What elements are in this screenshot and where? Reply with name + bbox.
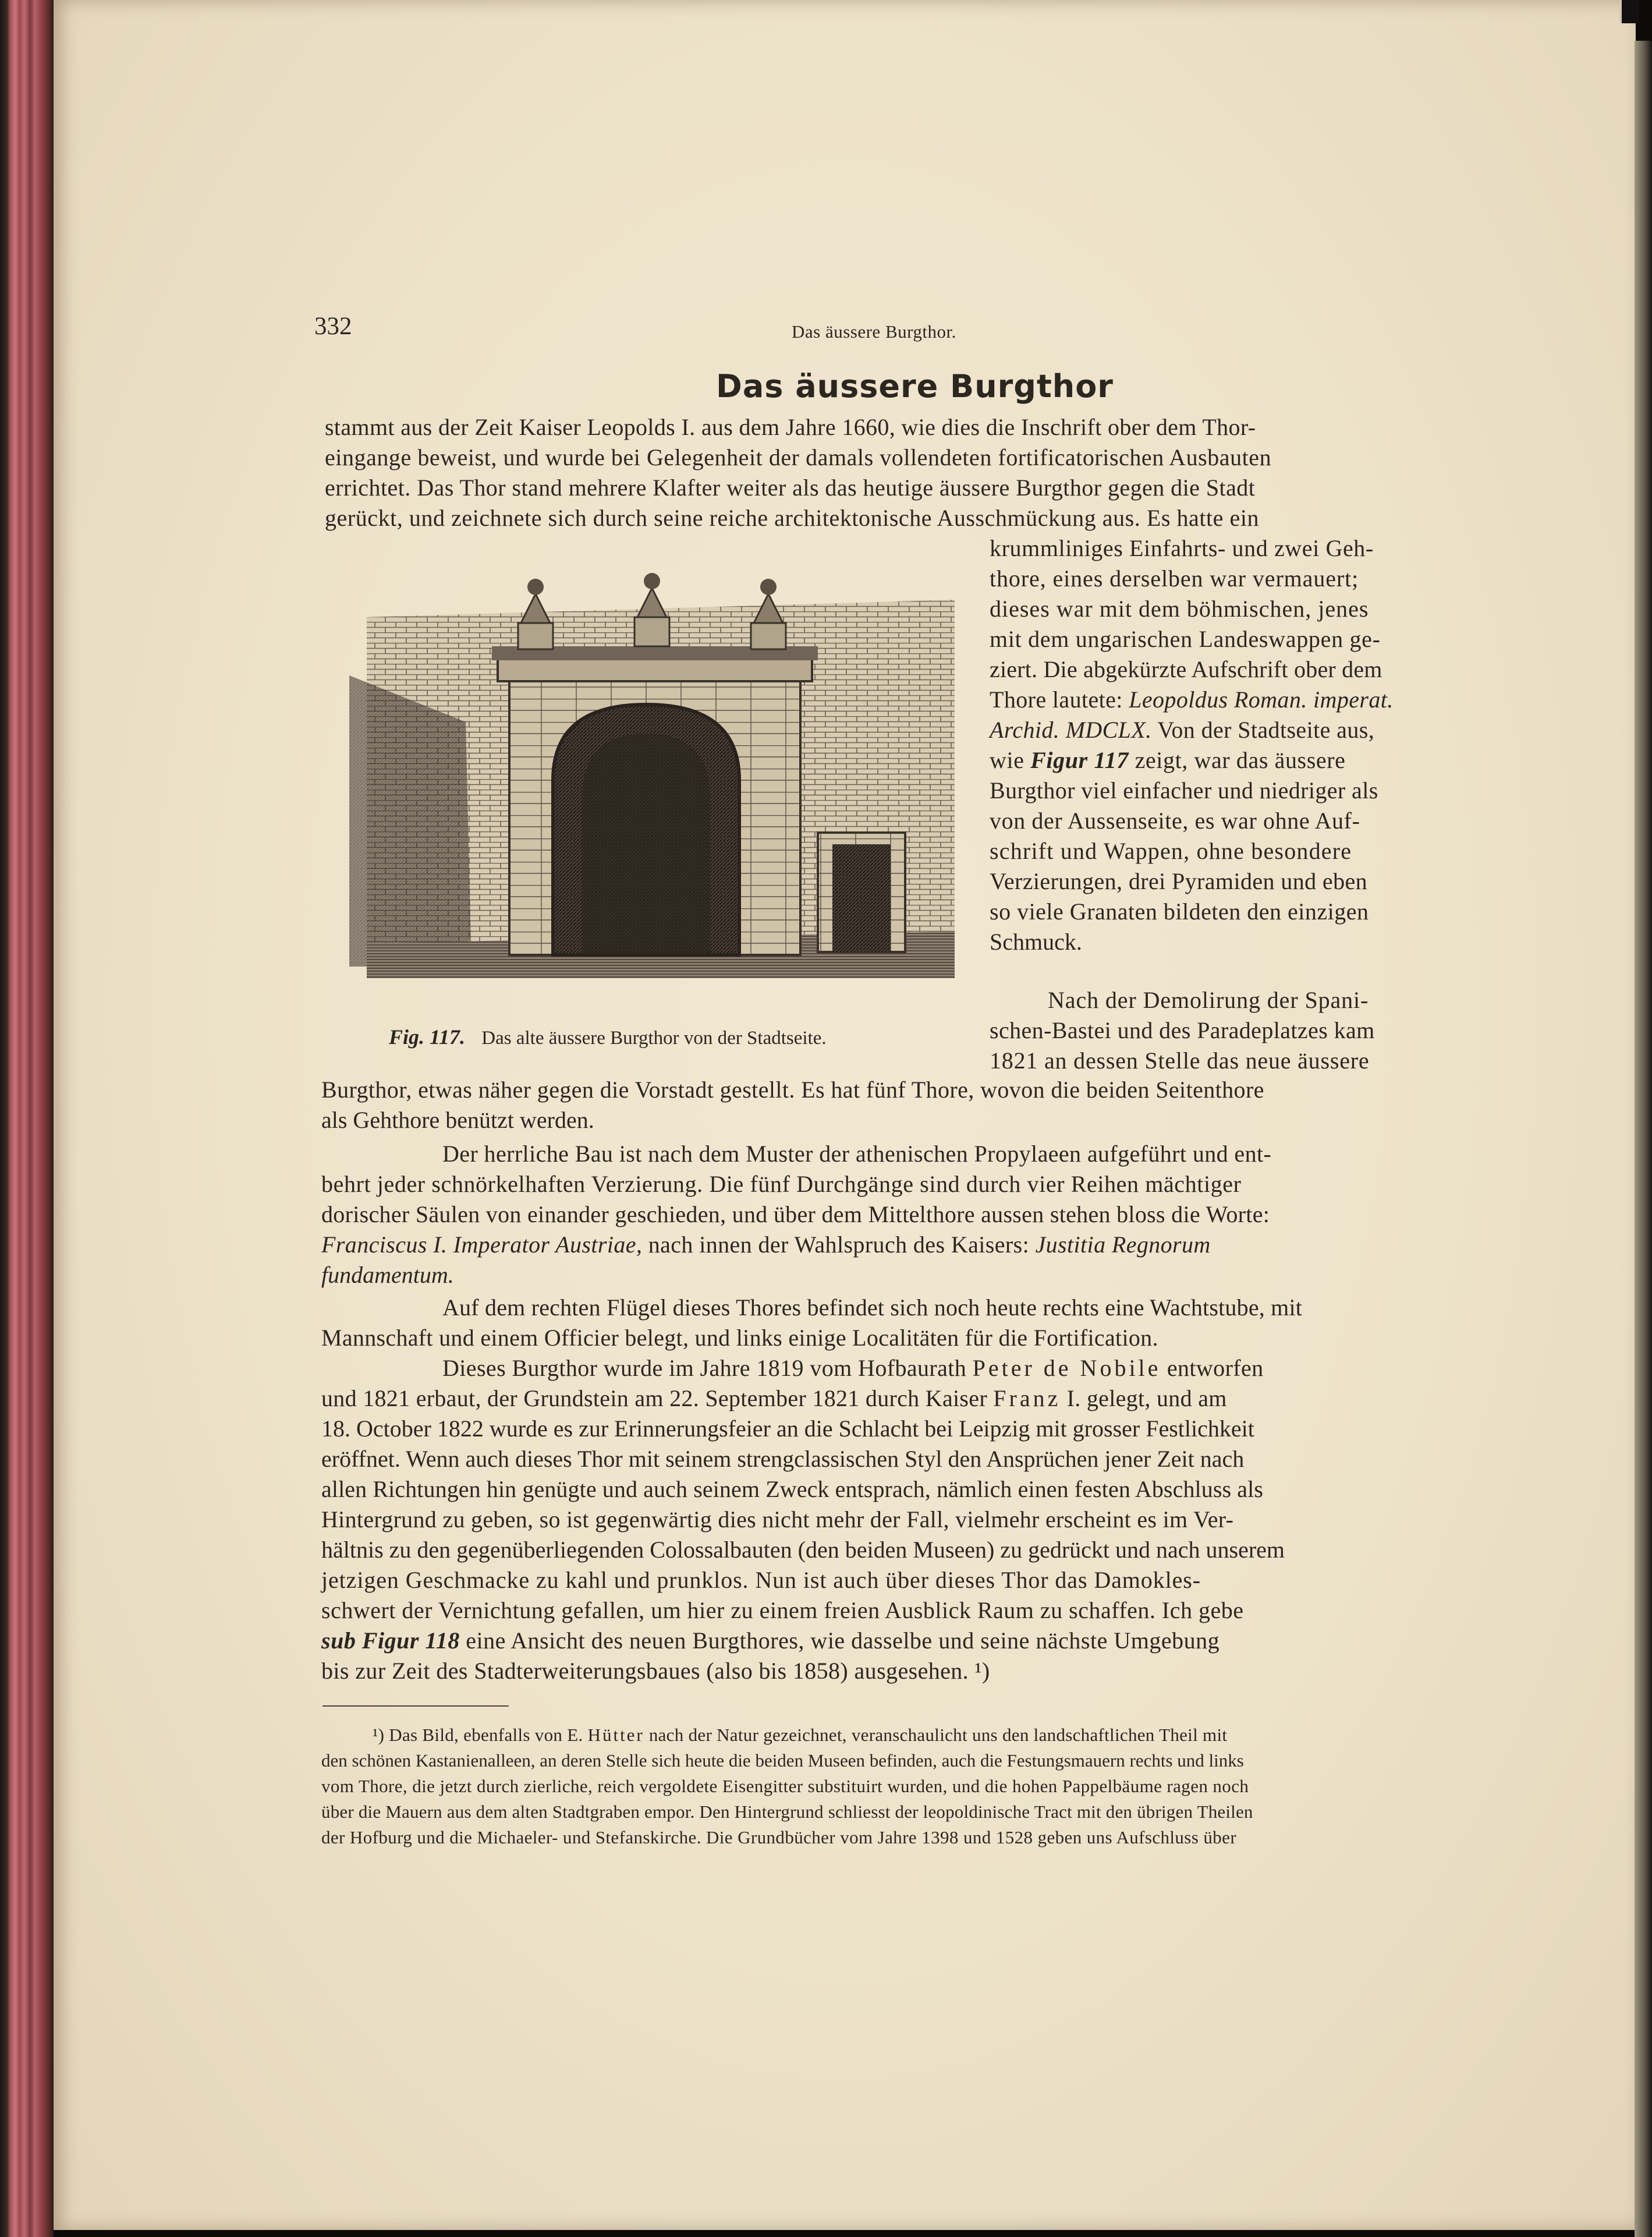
text-line: Hintergrund zu geben, so ist gegenwärtig dies nicht mehr der Fall, vielmehr erscheint es im Ver-: [321, 1506, 1234, 1532]
text-line: schen-Bastei und des Paradeplatzes kam: [990, 1017, 1375, 1043]
text-line: ziert. Die abgekürzte Aufschrift ober dem: [990, 656, 1382, 682]
text-span: Dieses Burgthor wurde im Jahre 1819 vom Hofbaurath: [442, 1355, 973, 1381]
text-line: Schmuck.: [990, 929, 1082, 955]
footnote-line: den schönen Kastanienalleen, an deren Stelle sich heute die beiden Museen befinden, auch die Festungsmauern rechts und links: [321, 1750, 1244, 1771]
side-door: [832, 844, 891, 952]
text-line: 18. October 1822 wurde es zur Erinnerungsfeier an die Schlacht bei Leipzig mit grosser Festlichkeit: [321, 1415, 1254, 1442]
text-line: [442, 1353, 1264, 1383]
text-line: errichtet. Das Thor stand mehrere Klafter weiter als das heutige äussere Burgthor gegen die Stadt: [325, 475, 1256, 501]
text-line: von der Aussenseite, es war ohne Auf-: [990, 808, 1360, 834]
text-span: zeigt, war das äussere: [1128, 747, 1346, 773]
text-span: nach innen der Wahlspruch des Kaisers:: [642, 1231, 1036, 1258]
text-line: [990, 685, 1394, 715]
page-stack-edge: [1635, 41, 1652, 2237]
figure-reference: Figur 117: [1030, 747, 1129, 773]
text-line: eingange beweist, und wurde bei Gelegenheit der damals vollendeten fortificatorischen Ausbauten: [325, 444, 1272, 470]
text-line: [321, 1230, 1211, 1260]
gate-illustration: [349, 559, 978, 1001]
inscription-date: Archid. MDCLX.: [990, 717, 1152, 743]
text-line: behrt jeder schnörkelhaften Verzierung. Die fünf Durchgänge sind durch vier Reihen mächtiger: [321, 1171, 1242, 1197]
text-line: Auf dem rechten Flügel dieses Thores befindet sich noch heute rechts eine Wachtstube, mit: [442, 1294, 1303, 1321]
text-line: allen Richtungen hin genügte und auch seinem Zweck entsprach, nämlich einen festen Abschluss als: [321, 1476, 1264, 1502]
text-line: [321, 1383, 1227, 1414]
text-line: bis zur Zeit des Stadterweiterungsbaues (also bis 1858) ausgesehen. ¹): [321, 1658, 990, 1684]
text-line: gerückt, und zeichnete sich durch seine reiche architektonische Ausschmückung aus. Es hatte ein: [325, 505, 1260, 531]
text-line: Burgthor, etwas näher gegen die Vorstadt gestellt. Es hat fünf Thore, wovon die beiden Seitenthore: [321, 1077, 1264, 1103]
text-line: thore, eines derselben war vermauert;: [990, 565, 1359, 592]
footnote-rule: [322, 1705, 509, 1707]
footnote-line: über die Mauern aus dem alten Stadtgraben empor. Den Hintergrund schliesst der leopoldinische Tract mit den übrigen Theilen: [321, 1801, 1253, 1822]
article-title: Das äussere Burgthor: [716, 368, 1114, 405]
text-line: als Gehthore benützt werden.: [321, 1107, 594, 1133]
text-span: nach der Natur gezeichnet, veranschaulicht uns den landschaftlichen Theil mit: [644, 1725, 1228, 1745]
text-line: [321, 1626, 1219, 1656]
architect-name: Peter de Nobile: [972, 1355, 1161, 1381]
text-line: [990, 745, 1346, 776]
text-span: ¹) Das Bild, ebenfalls von E.: [373, 1725, 588, 1745]
text-line: stammt aus der Zeit Kaiser Leopolds I. aus dem Jahre 1660, wie dies die Inschrift ober dem Thor-: [325, 414, 1256, 440]
text-span: Thore lautete:: [990, 686, 1129, 713]
text-span: eine Ansicht des neuen Burgthores, wie dasselbe und seine nächste Umgebung: [459, 1627, 1220, 1654]
inscription-text: Franciscus I. Imperator Austriae,: [321, 1231, 643, 1258]
footnote-line: vom Thore, die jetzt durch zierliche, reich vergoldete Eisengitter substituirt wurden, und die hohen Pappelbäume ragen noch: [321, 1776, 1249, 1796]
text-span: und 1821 erbaut, der Grundstein am 22. September 1821 durch Kaiser: [321, 1385, 994, 1411]
text-line: Verzierungen, drei Pyramiden und eben: [990, 868, 1368, 894]
page-number: 332: [314, 313, 352, 340]
footnote-line: [373, 1722, 1227, 1748]
text-line: jetzigen Geschmacke zu kahl und prunklos. Nun ist auch über dieses Thor das Damokles-: [321, 1567, 1201, 1593]
text-line: 1821 an dessen Stelle das neue äussere: [990, 1047, 1370, 1074]
text-line: schrift und Wappen, ohne besondere: [990, 838, 1352, 864]
emperor-name: Franz: [993, 1385, 1061, 1411]
corner-mark: [1619, 0, 1639, 23]
text-line: fundamentum.: [321, 1262, 454, 1288]
text-line: mit dem ungarischen Landeswappen ge-: [990, 626, 1381, 652]
text-line: eröffnet. Wenn auch dieses Thor mit seinem strengclassischen Styl den Ansprüchen jener Zeit nach: [321, 1446, 1245, 1472]
text-line: schwert der Vernichtung gefallen, um hier zu einem freien Ausblick Raum zu schaffen. Ich gebe: [321, 1597, 1244, 1623]
text-line: krummliniges Einfahrts- und zwei Geh-: [990, 535, 1374, 561]
text-line: Mannschaft und einem Officier belegt, und links einige Localitäten für die Fortification.: [321, 1325, 1158, 1351]
book-spine-edge: [0, 0, 54, 2237]
text-line: hältnis zu den gegenüberliegenden Colossalbauten (den beiden Museen) zu gedrückt und nach unserem: [321, 1537, 1285, 1563]
text-line: dorischer Säulen von einander geschieden, und über dem Mittelthore aussen stehen bloss die Worte:: [321, 1201, 1270, 1227]
text-line: dieses war mit dem böhmischen, jenes: [990, 596, 1369, 622]
text-span: I. gelegt, und am: [1061, 1385, 1227, 1411]
text-line: Nach der Demolirung der Spani-: [1048, 987, 1369, 1013]
motto-text: Justitia Regnorum: [1035, 1231, 1211, 1258]
footnote-line: der Hofburg und die Michaeler- und Stefanskirche. Die Grundbücher vom Jahre 1398 und 1528 geben uns Aufschluss über: [321, 1827, 1237, 1847]
figure-caption: [389, 1025, 827, 1049]
figure-label: Fig. 117.: [389, 1025, 466, 1049]
text-span: wie: [990, 747, 1031, 773]
text-line: [990, 715, 1374, 745]
figure-117-engraving: [349, 559, 978, 1001]
text-line: so viele Granaten bildeten den einzigen: [990, 898, 1369, 925]
inscription-text: Leopoldus Roman. imperat.: [1129, 686, 1394, 713]
figure-reference: sub Figur 118: [321, 1627, 460, 1654]
text-line: Burgthor viel einfacher und niedriger als: [990, 777, 1378, 804]
illustrator-name: Hütter: [587, 1725, 644, 1745]
running-head: Das äussere Burgthor.: [792, 321, 956, 342]
text-span: Von der Stadtseite aus,: [1151, 717, 1375, 743]
figure-caption-text: Das alte äussere Burgthor von der Stadtseite.: [481, 1028, 827, 1049]
text-line: Der herrliche Bau ist nach dem Muster der athenischen Propylaeen aufgeführt und ent-: [442, 1141, 1272, 1167]
text-span: entworfen: [1161, 1355, 1264, 1381]
